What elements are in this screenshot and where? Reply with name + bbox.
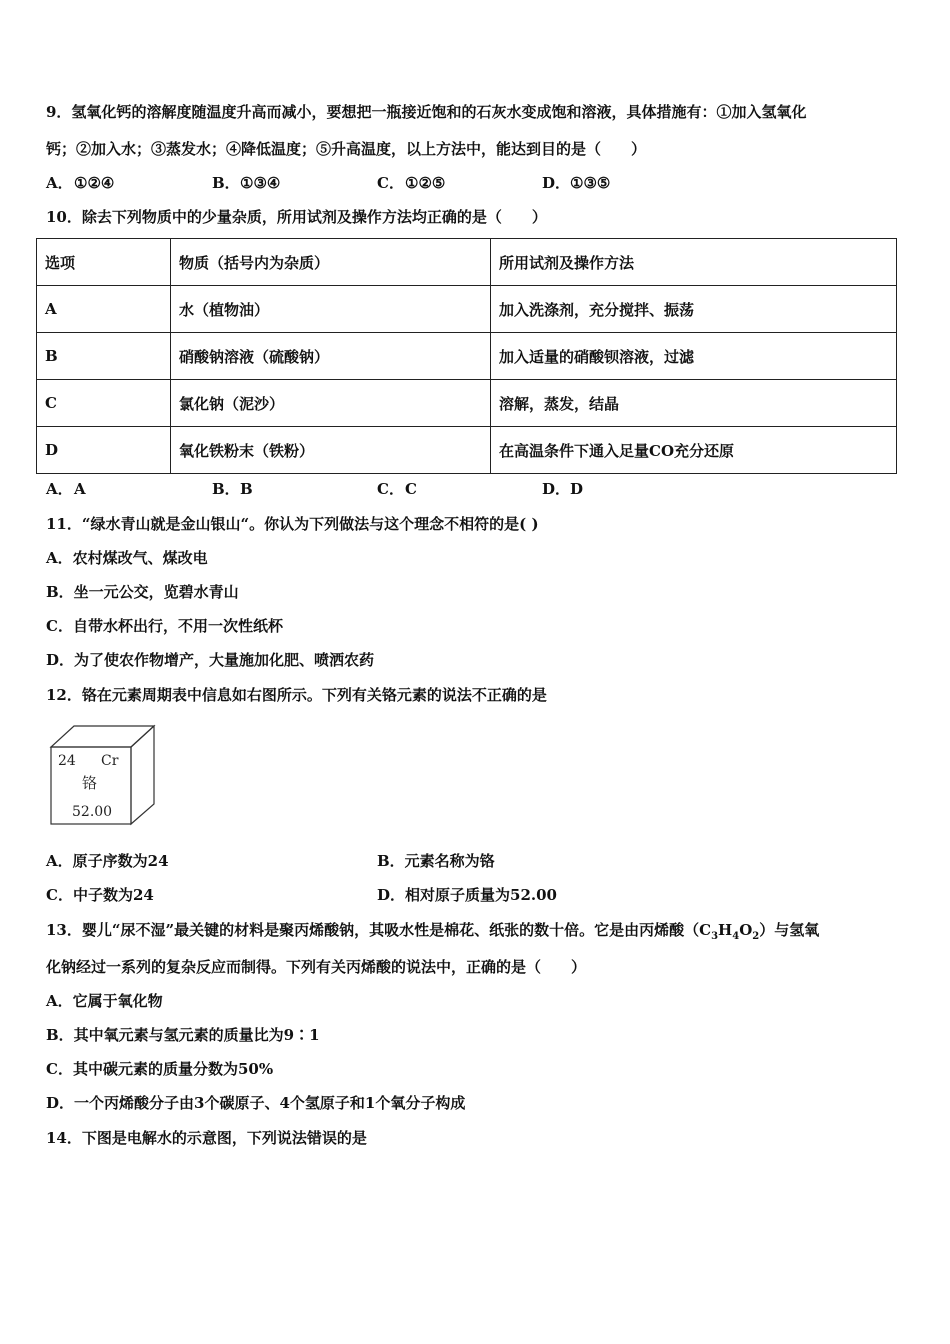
q11-option-b: B．坐一元公交，览碧水青山 xyxy=(46,583,239,601)
q12-option-c: C．中子数为24 xyxy=(46,886,154,904)
q9-option-b: B．①③④ xyxy=(212,174,281,192)
table-row xyxy=(37,427,897,474)
element-mass: 52.00 xyxy=(72,804,113,820)
q10-option-b: B．B xyxy=(212,480,253,498)
q13-stem-line2: 化钠经过一系列的复杂反应而制得。下列有关丙烯酸的说法中，正确的是（ ） xyxy=(46,958,587,976)
q9-option-a: A．①②④ xyxy=(46,174,115,192)
q13-option-d: D．一个丙烯酸分子由3个碳原子、4个氢原子和1个氧分子构成 xyxy=(46,1094,466,1112)
element-cube-drawing xyxy=(48,724,160,828)
table-header-row xyxy=(37,239,897,286)
table-header-cell: 选项 xyxy=(37,239,171,286)
table-cell: B xyxy=(37,333,171,380)
q10-option-a: A．A xyxy=(46,480,86,498)
table-cell: 加入适量的硝酸钡溶液，过滤 xyxy=(491,333,897,380)
q10-table xyxy=(36,238,897,474)
q12-option-d: D．相对原子质量为52.00 xyxy=(377,886,557,904)
q11-option-c: C．自带水杯出行，不用一次性纸杯 xyxy=(46,617,283,635)
table-cell: 氯化钠（泥沙） xyxy=(171,380,491,427)
q10-stem: 10．除去下列物质中的少量杂质，所用试剂及操作方法均正确的是（ ） xyxy=(46,208,547,226)
q12-option-b: B．元素名称为铬 xyxy=(377,852,495,870)
q11-option-a: A．农村煤改气、煤改电 xyxy=(46,549,208,567)
q14-stem: 14．下图是电解水的示意图，下列说法错误的是 xyxy=(46,1129,367,1147)
table-cell: D xyxy=(37,427,171,474)
q11-option-d: D．为了使农作物增产，大量施加化肥、喷洒农药 xyxy=(46,651,375,669)
element-cell-figure xyxy=(48,724,160,832)
table-header-cell: 所用试剂及操作方法 xyxy=(491,239,897,286)
element-number: 24 xyxy=(58,753,76,769)
table-row xyxy=(37,380,897,427)
q12-option-a: A．原子序数为24 xyxy=(46,852,169,870)
q13-option-c: C．其中碳元素的质量分数为50% xyxy=(46,1060,274,1078)
element-name: 铬 xyxy=(82,774,98,792)
q10-option-c: C．C xyxy=(377,480,417,498)
q9-option-d: D．①③⑤ xyxy=(542,174,611,192)
q9-stem-line2: 钙；②加入水；③蒸发水；④降低温度；⑤升高温度，以上方法中，能达到目的是（ ） xyxy=(46,140,647,158)
table-cell: 在高温条件下通入足量CO充分还原 xyxy=(491,427,897,474)
table-cell: 氧化铁粉末（铁粉） xyxy=(171,427,491,474)
table-cell: C xyxy=(37,380,171,427)
table-header-cell: 物质（括号内为杂质） xyxy=(171,239,491,286)
q11-stem: 11．“绿水青山就是金山银山“。你认为下列做法与这个理念不相符的是( ) xyxy=(46,515,539,533)
element-symbol: Cr xyxy=(101,753,119,769)
q9-stem-line1: 9．氢氧化钙的溶解度随温度升高而减小，要想把一瓶接近饱和的石灰水变成饱和溶液，具体措施有：①加入氢氧化 xyxy=(46,103,807,121)
table-cell: 加入洗涤剂，充分搅拌、振荡 xyxy=(491,286,897,333)
table-cell: 水（植物油） xyxy=(171,286,491,333)
q13-option-a: A．它属于氧化物 xyxy=(46,992,163,1010)
table-cell: 溶解，蒸发，结晶 xyxy=(491,380,897,427)
q10-option-d: D．D xyxy=(542,480,584,498)
q13-stem-line1: 13．婴儿“尿不湿”最关键的材料是聚丙烯酸钠，其吸水性是棉花、纸张的数十倍。它是由丙烯酸$(C_3H_4O_2)$与氢氧 xyxy=(46,921,820,942)
q12-stem: 12．铬在元素周期表中信息如右图所示。下列有关铬元素的说法不正确的是 xyxy=(46,686,547,704)
table-cell: A xyxy=(37,286,171,333)
q9-option-c: C．①②⑤ xyxy=(377,174,446,192)
table-row xyxy=(37,333,897,380)
table-row xyxy=(37,286,897,333)
q13-option-b: B．其中氧元素与氢元素的质量比为9∶1 xyxy=(46,1026,320,1044)
table-cell: 硝酸钠溶液（硫酸钠） xyxy=(171,333,491,380)
